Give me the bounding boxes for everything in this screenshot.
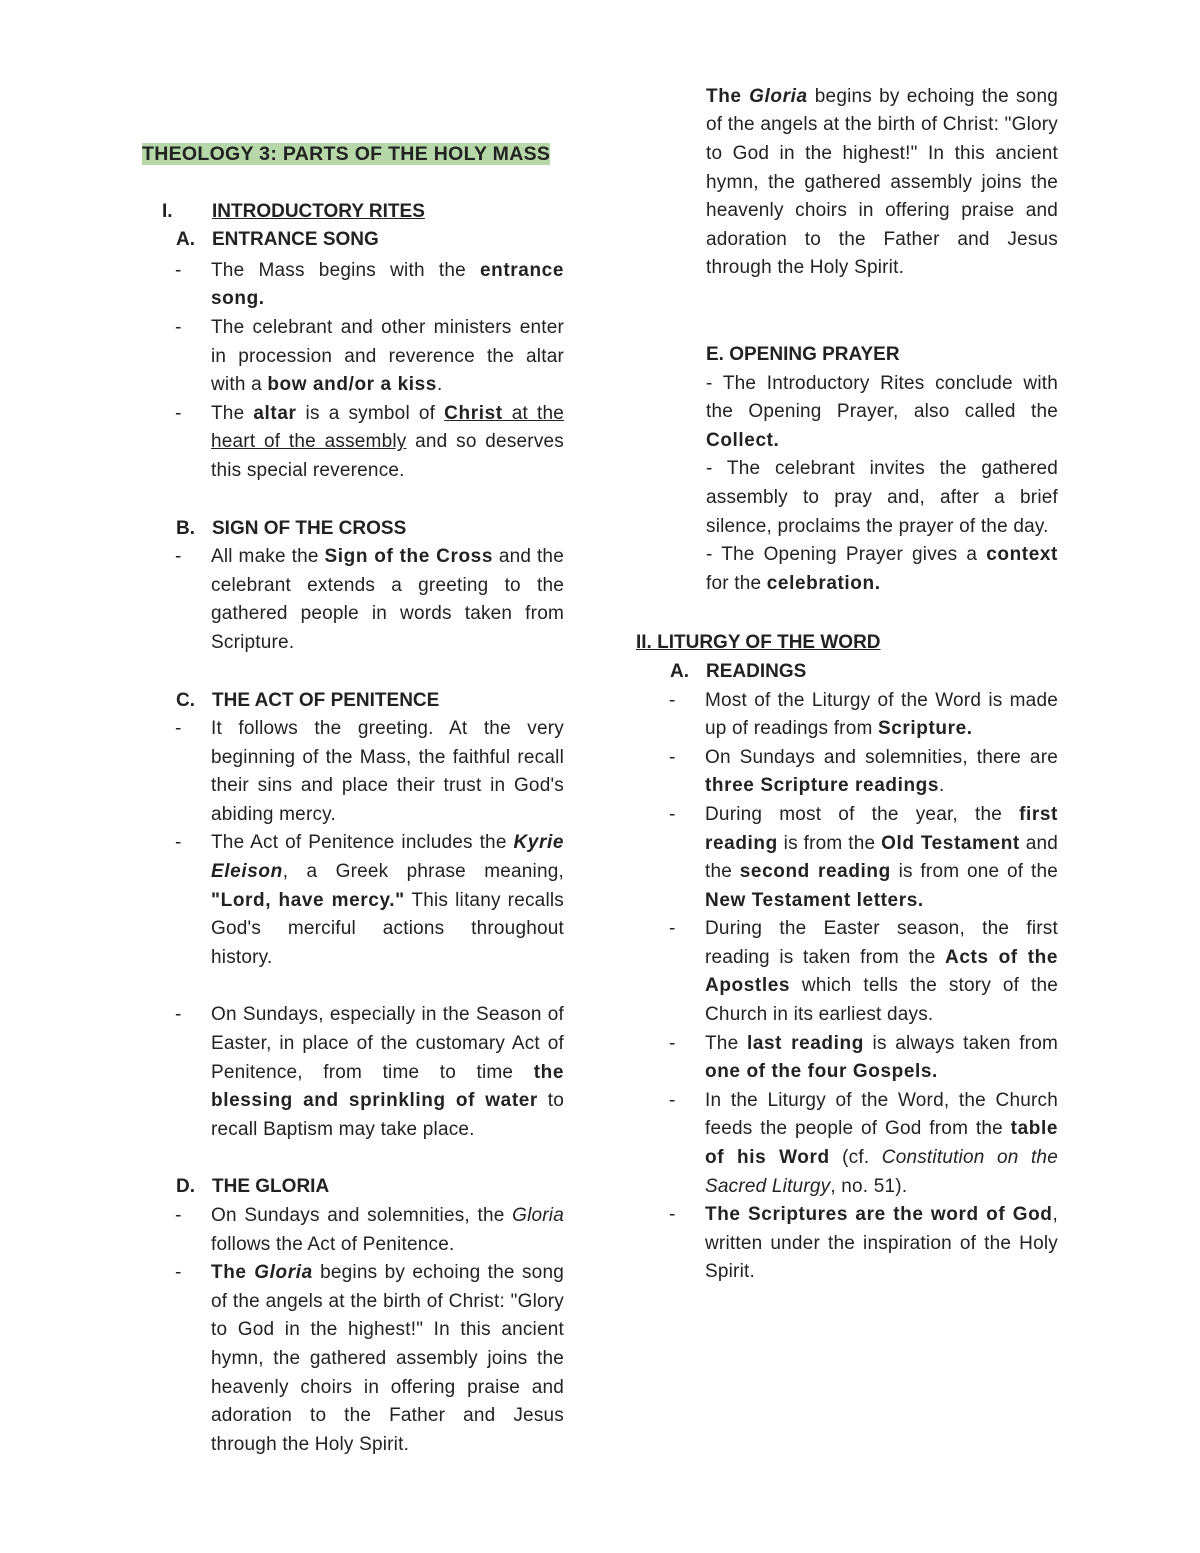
list-item: - On Sundays and solemnities, the Gloria follows the Act of Penitence. bbox=[175, 1205, 564, 1255]
list-item: - All make the Sign of the Cross and the celebrant extends a greeting to the gathered people in words taken from Scripture. bbox=[175, 546, 564, 653]
list-item: - On Sundays, especially in the Season of Easter, in place of the customary Act of Penitence, from time to time the blessing and sprinkling of water to recall Baptism may take place. bbox=[175, 1004, 564, 1140]
section-e-heading: E. OPENING PRAYER bbox=[706, 344, 900, 365]
section-b-heading: B. SIGN OF THE CROSS bbox=[176, 517, 407, 539]
opening-prayer-para-3: - The Opening Prayer gives a context for the celebration. bbox=[706, 544, 1058, 594]
opening-prayer-para-2: - The celebrant invites the gathered assembly to pray and, after a brief silence, proclaims the prayer of the day. bbox=[706, 458, 1058, 537]
gloria-continuation: The Gloria begins by echoing the song of the angels at the birth of Christ: "Glory to God in the highest!" In this ancient hymn, the gathered assembly joins the heavenly choirs in offering praise and adoration to the Father and Jesus through the Holy Spirit. bbox=[706, 85, 1058, 279]
readings-heading: A. READINGS bbox=[670, 660, 807, 682]
list-item: - During the Easter season, the first reading is taken from the Acts of the Apostles which tells the story of the Church in its earliest days. bbox=[669, 918, 1058, 1026]
right-column bbox=[636, 85, 1059, 1287]
list-item: - The Mass begins with the entrance song. bbox=[175, 259, 564, 310]
list-item: - The last reading is always taken from one of the four Gospels. bbox=[669, 1032, 1059, 1083]
part2-heading: II. LITURGY OF THE WORD bbox=[636, 632, 881, 654]
part1-heading: I. INTRODUCTORY RITES bbox=[162, 200, 425, 222]
document-title: THEOLOGY 3: PARTS OF THE HOLY MASS bbox=[142, 143, 551, 165]
list-item: - The Scriptures are the word of God, written under the inspiration of the Holy Spirit. bbox=[669, 1204, 1058, 1283]
list-item: - The altar is a symbol of Christ at the heart of the assembly and so deserves this special reverence. bbox=[175, 402, 564, 481]
list-item: - Most of the Liturgy of the Word is made up of readings from Scripture. bbox=[669, 689, 1058, 740]
list-item-gloria: - The Gloria begins by echoing the song of the angels at the birth of Christ: "Glory to God in the highest!" In this ancient hymn, the gathered assembly joins the heavenly choirs in offering praise and adoration to the Father and Jesus through the Holy Spirit. bbox=[175, 1262, 564, 1455]
list-item: - During most of the year, the first reading is from the Old Testament and the second reading is from one of the New Testament letters. bbox=[669, 803, 1059, 911]
list-item: - It follows the greeting. At the very beginning of the Mass, the faithful recall their sins and place their trust in God's abiding mercy. bbox=[175, 718, 564, 825]
list-item: - The Act of Penitence includes the Kyrie Eleison, a Greek phrase meaning, "Lord, have mercy." This litany recalls God's merciful actions throughout history. bbox=[175, 832, 564, 968]
section-d-heading: D. THE GLORIA bbox=[176, 1176, 330, 1198]
section-c-heading: C. THE ACT OF PENITENCE bbox=[176, 689, 440, 711]
left-column bbox=[142, 140, 564, 1455]
list-item: - On Sundays and solemnities, there are three Scripture readings. bbox=[669, 746, 1058, 797]
list-item: - The celebrant and other ministers enter in procession and reverence the altar with a bow and/or a kiss. bbox=[175, 316, 564, 396]
section-a-heading: A. ENTRANCE SONG bbox=[176, 229, 379, 251]
list-item: - In the Liturgy of the Word, the Church feeds the people of God from the table of his Word (cf. Constitution on the Sacred Liturgy, no. 51). bbox=[669, 1089, 1058, 1197]
opening-prayer-para-1: - The Introductory Rites conclude with the Opening Prayer, also called the Collect. bbox=[706, 372, 1058, 451]
